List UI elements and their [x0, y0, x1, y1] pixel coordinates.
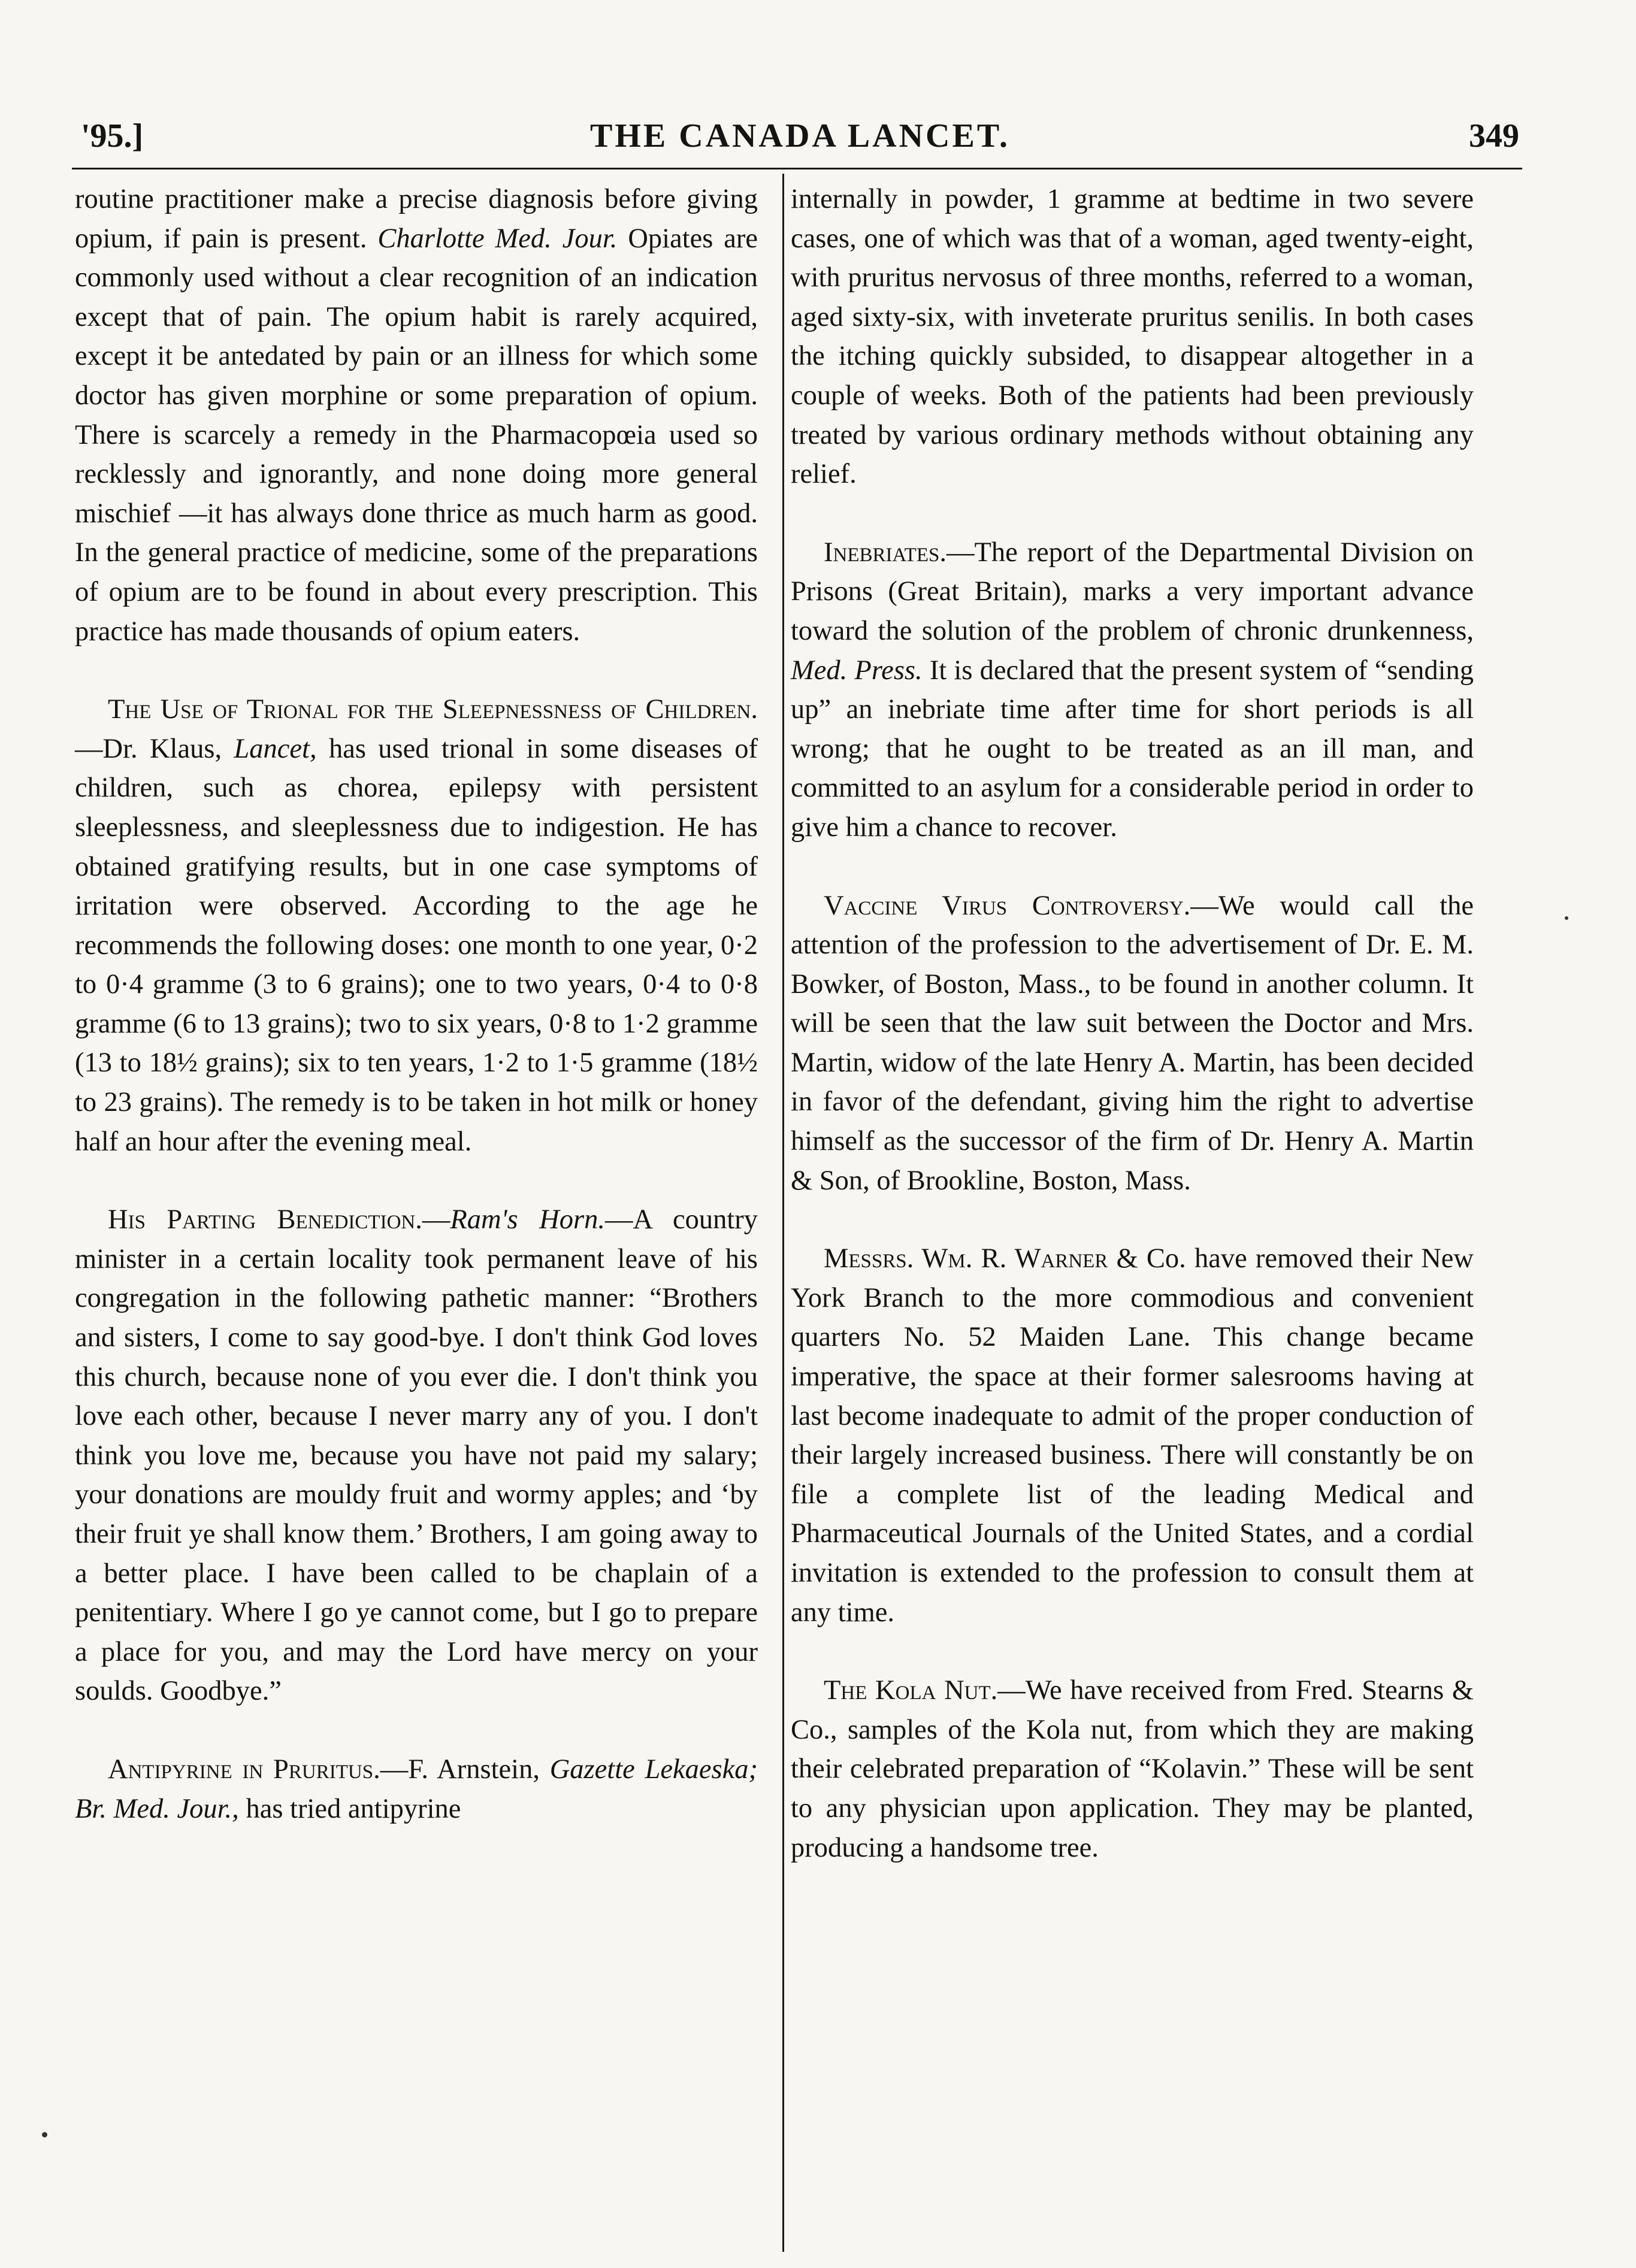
article-heading: Inebriates.: [824, 537, 946, 568]
header-year: '95.]: [81, 117, 144, 155]
antipyrine-article: Antipyrine in Pruritus.—F. Arnstein, Gazette Lekaeska; Br. Med. Jour., has tried antipyrine: [75, 1754, 758, 1824]
vaccine-article: Vaccine Virus Controversy.—We would call the attention of the profession to the advertisement of Dr. E. M. Bowker, of Boston, Mass., to be found in another column. It will be seen that the law suit between the Doctor and Mrs. Martin, widow of the late Henry A. Martin, has been decided in favor of the defendant, giving him the right to advertise himself as the successor of the firm of Dr. Henry A. Martin & Son, of Brookline, Boston, Mass.: [791, 890, 1474, 1196]
speck: [42, 2132, 47, 2137]
journal-title: THE CANADA LANCET.: [589, 117, 1011, 155]
trional-article: The Use of Trional for the Sleepnessness of Children.—Dr. Klaus, Lancet, has used trional in some diseases of children, such as chorea, epilepsy with persistent sleeplessness, and sleeplessness due to indigestion. He has obtained gratifying results, but in one case symptoms of irritation were observed. According to the age he recommends the following doses: one month to one year, 0·2 to 0·4 gramme (3 to 6 grains); one to two years, 0·4 to 0·8 gramme (6 to 13 grains); two to six years, 0·8 to 1·2 gramme (13 to 18½ grains); six to ten years, 1·2 to 1·5 gramme (18½ to 23 grains). The remedy is to be taken in hot milk or honey half an hour after the evening meal.: [75, 694, 758, 1157]
source-citation: Med. Press.: [791, 655, 923, 686]
header-rule: [72, 168, 1522, 169]
kola-article: The Kola Nut.—We have received from Fred. Stearns & Co., samples of the Kola nut, from which they are making their celebrated preparation of “Kolavin.” These will be sent to any physician upon application. They may be planted, producing a handsome tree.: [791, 1675, 1474, 1863]
benediction-article: His Parting Benediction.—Ram's Horn.—A country minister in a certain locality took permanent leave of his congregation in the following pathetic manner: “Brothers and sisters, I come to say good-bye. I don't think God loves this church, because none of you ever die. I don't think you love each other, because I never marry any of you. I don't think you love me, because you have not paid my salary; your donations are mouldy fruit and wormy apples; and ‘by their fruit ye shall know them.’ Brothers, I am going away to a better place. I have been called to be chaplain of a penitentiary. Where I go ye cannot come, but I go to prepare a place for you, and may the Lord have mercy on your soulds. Goodbye.”: [75, 1204, 758, 1707]
warner-article: Messrs. Wm. R. Warner & Co. have removed their New York Branch to the more commodious and convenient quarters No. 52 Maiden Lane. This change became imperative, the space at their former salesrooms having at last become inadequate to admit of the proper conduction of their largely increased business. There will constantly be on file a complete list of the leading Medical and Pharmaceutical Journals of the United States, and a cordial invitation is extended to the profession to consult them at any time.: [791, 1243, 1474, 1628]
source-citation: Ram's Horn.: [450, 1204, 605, 1236]
right-column: [791, 180, 1474, 1867]
article-heading: Antipyrine in Pruritus.: [108, 1754, 380, 1785]
inebriates-article: Inebriates.—The report of the Departmental Division on Prisons (Great Britain), marks a very important advance toward the solution of the problem of chronic drunkenness, Med. Press. It is declared that the present system of “sending up” an inebriate time after time for short periods is all wrong; that he ought to be treated as an ill man, and committed to an asylum for a considerable period in order to give him a chance to recover.: [791, 537, 1474, 843]
article-heading: The Kola Nut.: [824, 1675, 998, 1706]
source-citation: Charlotte Med. Jour.: [377, 223, 618, 254]
speck: [1565, 916, 1568, 920]
opium-paragraph: routine practitioner make a precise diagnosis before giving opium, if pain is present. Charlotte Med. Jour. Opiates are commonly used without a clear recognition of an indication except that of pain. The opium habit is rarely acquired, except it be antedated by pain or an illness for which some doctor has given morphine or some preparation of opium. There is scarcely a remedy in the Pharmacopœia used so recklessly and ignorantly, and none doing more general mischief —it has always done thrice as much harm as good. In the general practice of medicine, some of the preparations of opium are to be found in about every prescription. This practice has made thousands of opium eaters.: [75, 184, 758, 647]
article-heading: The Use of Trional for the Sleepnessness of Children.: [108, 694, 758, 725]
running-header: [81, 117, 1519, 165]
article-heading: Messrs. Wm. R. Warner: [824, 1243, 1108, 1274]
article-heading: Vaccine Virus Controversy.: [824, 890, 1191, 921]
article-heading: His Parting Benediction.: [108, 1204, 422, 1236]
source-citation: Lancet,: [234, 733, 317, 764]
column-divider: [782, 174, 784, 2252]
source-citation: Gazette Lekaeska; Br. Med. Jour.,: [75, 1754, 758, 1824]
left-column: [75, 180, 758, 1828]
antipyrine-continued-paragraph: internally in powder, 1 gramme at bedtime in two severe cases, one of which was that of a woman, aged twenty-eight, with pruritus nervosus of three months, referred to a woman, aged sixty-six, with inveterate pruritus senilis. In both cases the itching quickly subsided, to disappear altogether in a couple of weeks. Both of the patients had been previously treated by various ordinary methods without obtaining any relief.: [791, 184, 1474, 490]
page-number: 349: [1469, 117, 1519, 155]
